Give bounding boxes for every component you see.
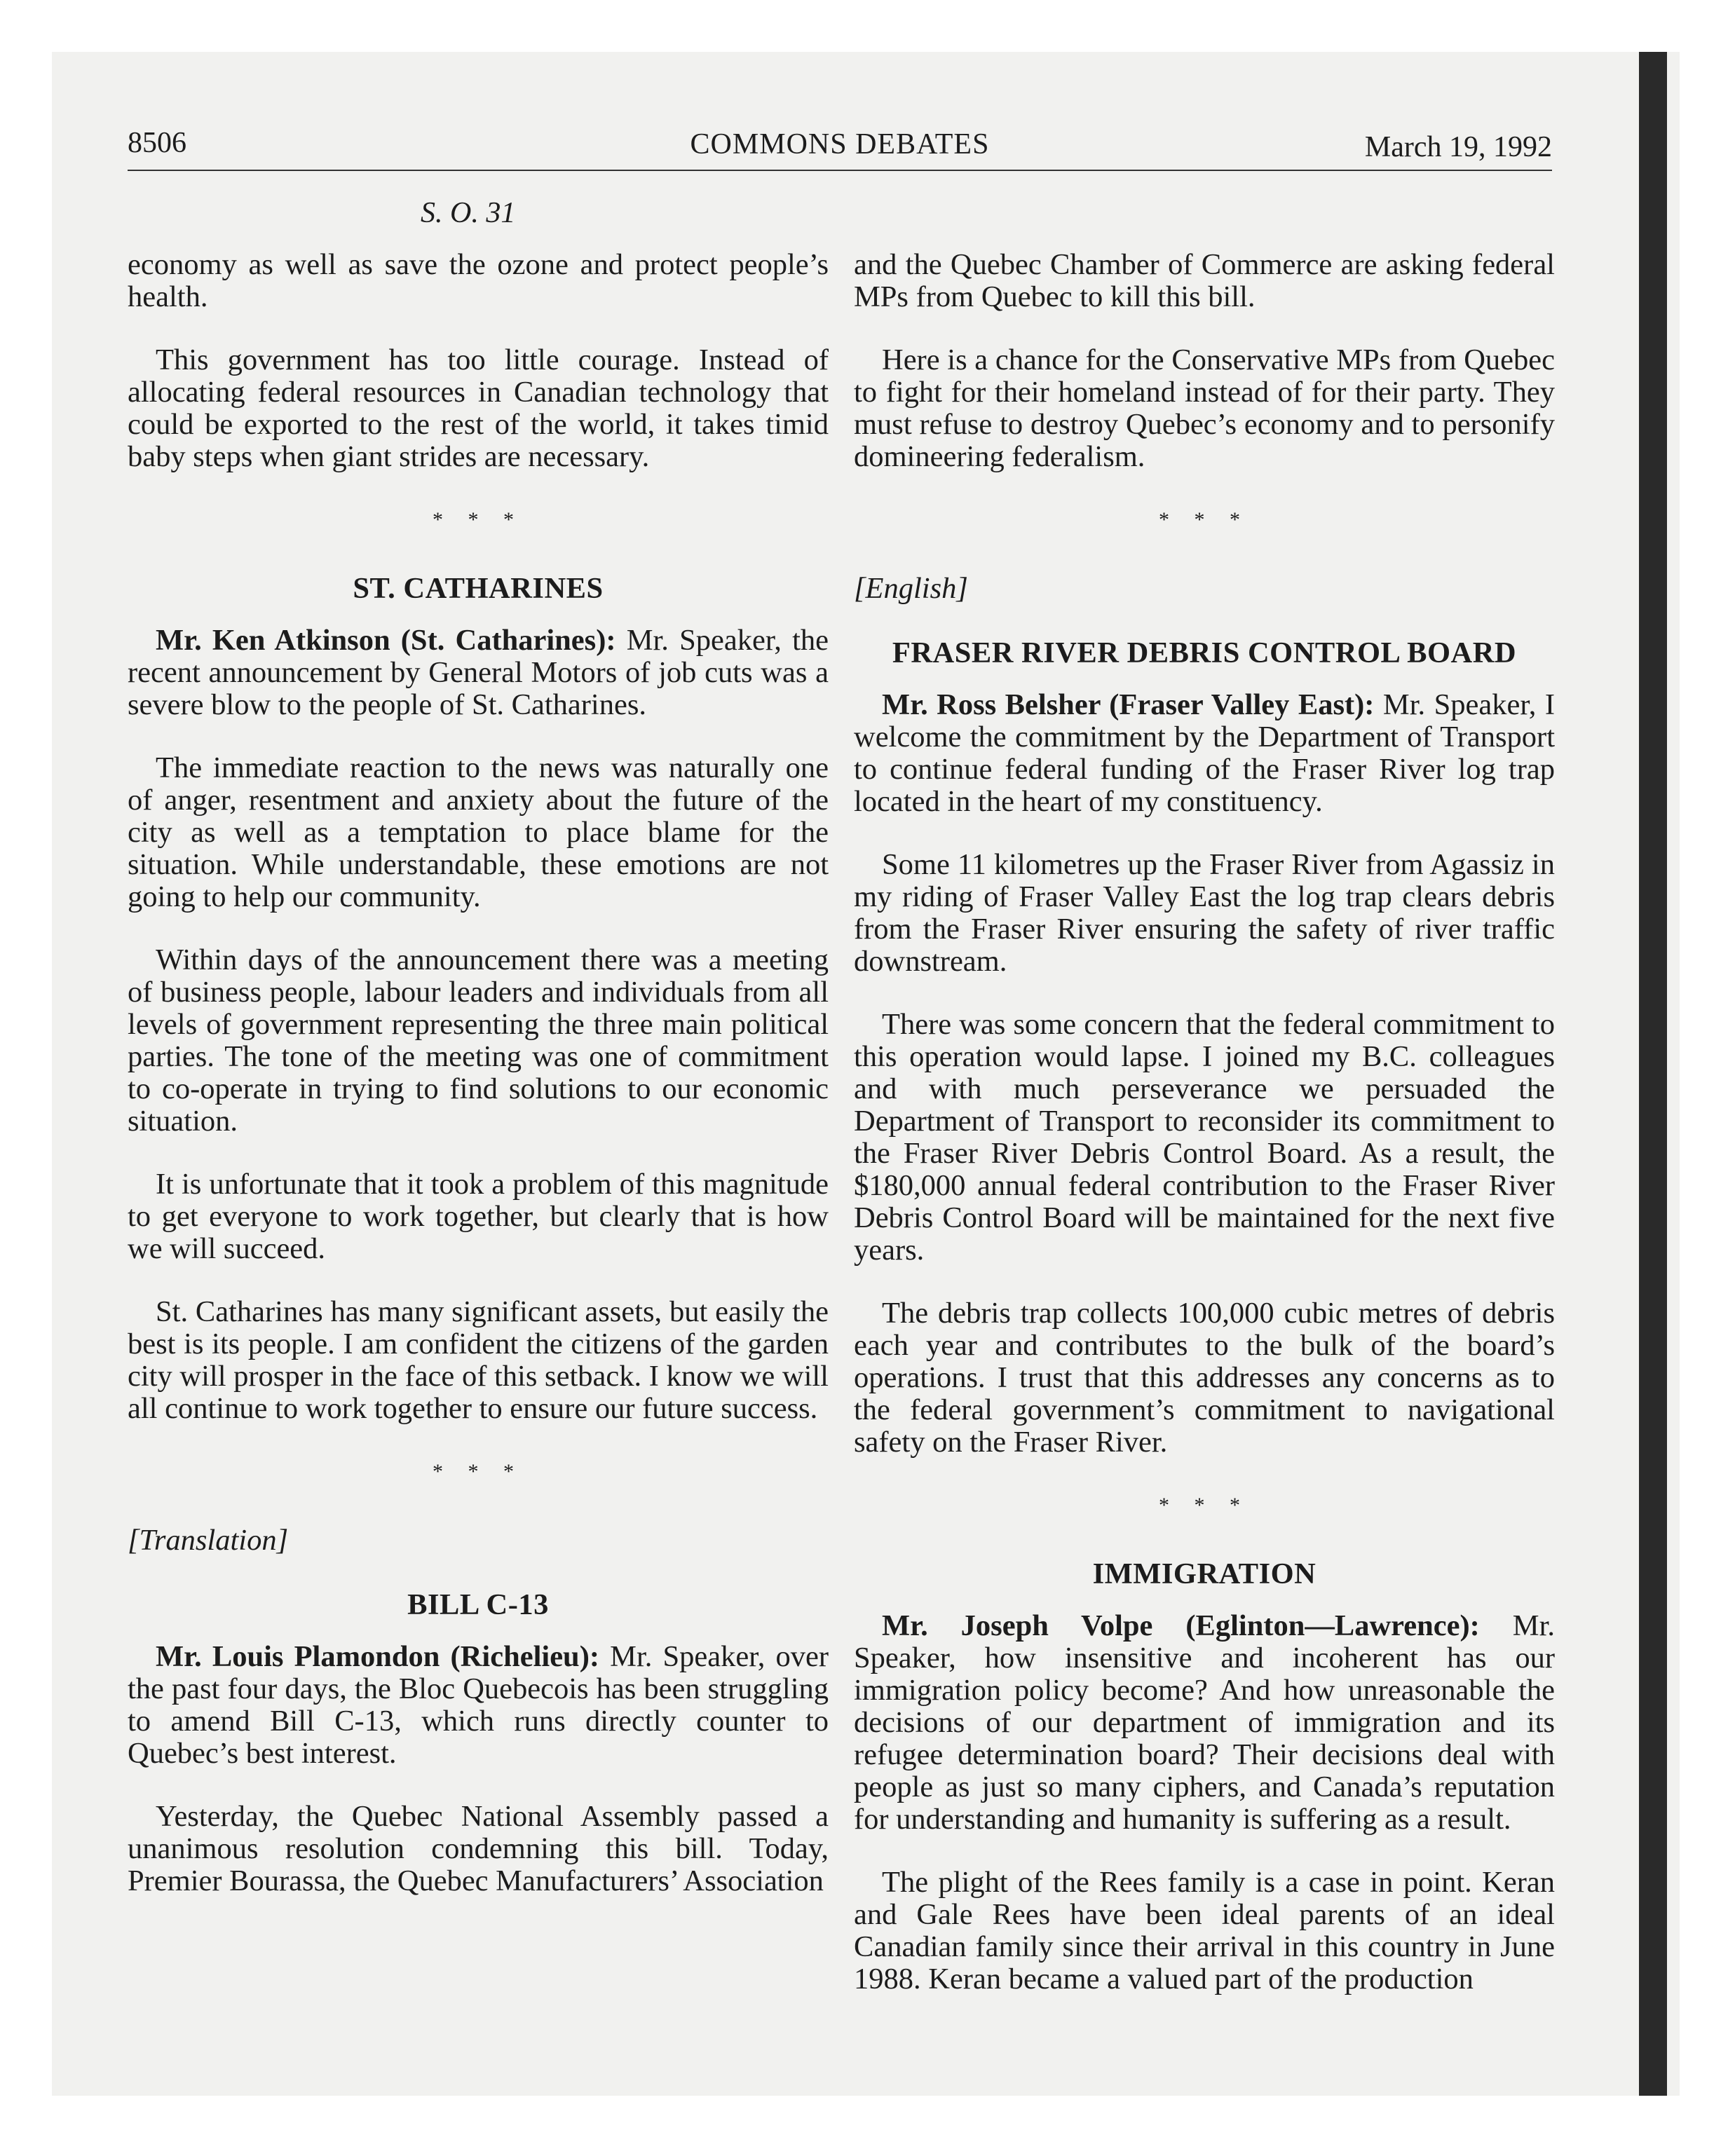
section-heading: ST. CATHARINES (353, 572, 604, 605)
speech-text: Mr. Speaker, the recent announcement by General Motors of job cuts was a severe blow to the people of St. Catharines. (128, 624, 829, 721)
speech-paragraph (854, 1610, 1555, 1836)
paragraph: The plight of the Rees family is a case in point. Keran and Gale Rees have been ideal parents of an ideal Canadian family since their arrival in this country in June 1988. Keran became a valued part of the production (854, 1866, 1555, 1995)
language-tag: [English] (854, 572, 968, 605)
speech-text: Mr. Speaker, I welcome the commitment by the Department of Transport to continue federal funding of the Fraser River log trap located in the heart of my constituency. (854, 688, 1556, 818)
scan-edge-shadow (1639, 52, 1667, 2096)
paragraph: It is unfortunate that it took a problem of this magnitude to get everyone to work together, but clearly that is how we will succeed. (128, 1168, 829, 1265)
section-separator: * * * (1159, 508, 1250, 531)
paragraph: Within days of the announcement there was a meeting of business people, labour leaders and individuals from all levels of government representing the three main political parties. The tone of the meeting was one of commitment to co-operate in trying to find solutions to our economic situation. (128, 943, 829, 1138)
speaker-name: Mr. Louis Plamondon (Richelieu): (156, 1640, 599, 1673)
publication-date: March 19, 1992 (1364, 131, 1552, 163)
section-separator: * * * (433, 508, 524, 531)
section-separator: * * * (1159, 1494, 1250, 1517)
paragraph: St. Catharines has many significant assets, but easily the best is its people. I am confident the citizens of the garden city will prosper in the face of this setback. I know we will all continue to work together to ensure our future success. (128, 1295, 829, 1425)
section-label: S. O. 31 (421, 197, 516, 229)
paragraph: There was some concern that the federal commitment to this operation would lapse. I joined my B.C. colleagues and with much perseverance we persuaded the Department of Transport to reconsider its commitment to the Fraser River Debris Control Board. As a result, the $180,000 annual federal contribution to the Fraser River Debris Control Board will be maintained for the next five years. (854, 1008, 1555, 1267)
section-heading: BILL C-13 (407, 1588, 549, 1621)
speech-text: Mr. Speaker, over the past four days, the Bloc Quebecois has been struggling to amend Bill C-13, which runs directly counter to Quebec’s best interest. (128, 1640, 829, 1770)
speech-paragraph (128, 1641, 829, 1770)
section-heading: FRASER RIVER DEBRIS CONTROL BOARD (892, 636, 1517, 669)
paragraph: The immediate reaction to the news was naturally one of anger, resentment and anxiety about the future of the city as well as a temptation to place blame for the situation. While understandable, these emotions are not going to help our community. (128, 751, 829, 913)
speech-paragraph (854, 689, 1555, 818)
paragraph: This government has too little courage. Instead of allocating federal resources in Canadian technology that could be exported to the rest of the world, it takes timid baby steps when giant strides are necessary. (128, 343, 829, 473)
left-column (128, 249, 829, 1928)
page-number: 8506 (128, 127, 186, 159)
paragraph: The debris trap collects 100,000 cubic metres of debris each year and contributes to the bulk of the board’s operations. I trust that this addresses any concerns as to the federal government’s commitment to navigational safety on the Fraser River. (854, 1297, 1555, 1459)
paragraph: and the Quebec Chamber of Commerce are asking federal MPs from Quebec to kill this bill. (854, 248, 1555, 313)
speech-text: Mr. Speaker, how insensitive and incoherent has our immigration policy become? And how unreasonable the decisions of our department of immigration and its refugee determination board? Their decisions deal with people as just so many ciphers, and Canada’s reputation for understanding and humanity is suffering as a result. (854, 1609, 1555, 1836)
publication-title: COMMONS DEBATES (690, 128, 990, 161)
language-tag: [Translation] (128, 1524, 289, 1557)
speaker-name: Mr. Ross Belsher (Fraser Valley East): (882, 688, 1375, 721)
right-column (854, 249, 1555, 2026)
paragraph: Here is a chance for the Conservative MPs from Quebec to fight for their homeland instead of for their party. They must refuse to destroy Quebec’s economy and to personify domineering federalism. (854, 343, 1555, 473)
speaker-name: Mr. Ken Atkinson (St. Catharines): (156, 624, 616, 657)
speech-paragraph (128, 625, 829, 721)
speaker-name: Mr. Joseph Volpe (Eglinton—Lawrence): (882, 1609, 1480, 1642)
paragraph: Some 11 kilometres up the Fraser River from Agassiz in my riding of Fraser Valley East the log trap clears debris from the Fraser River ensuring the safety of river traffic downstream. (854, 848, 1555, 978)
page-header (128, 121, 1552, 171)
section-heading: IMMIGRATION (1092, 1557, 1316, 1590)
section-separator: * * * (433, 1460, 524, 1483)
paragraph: economy as well as save the ozone and protect people’s health. (128, 248, 829, 313)
paragraph: Yesterday, the Quebec National Assembly passed a unanimous resolution condemning this bill. Today, Premier Bourassa, the Quebec Manufacturers’ Association (128, 1800, 829, 1897)
